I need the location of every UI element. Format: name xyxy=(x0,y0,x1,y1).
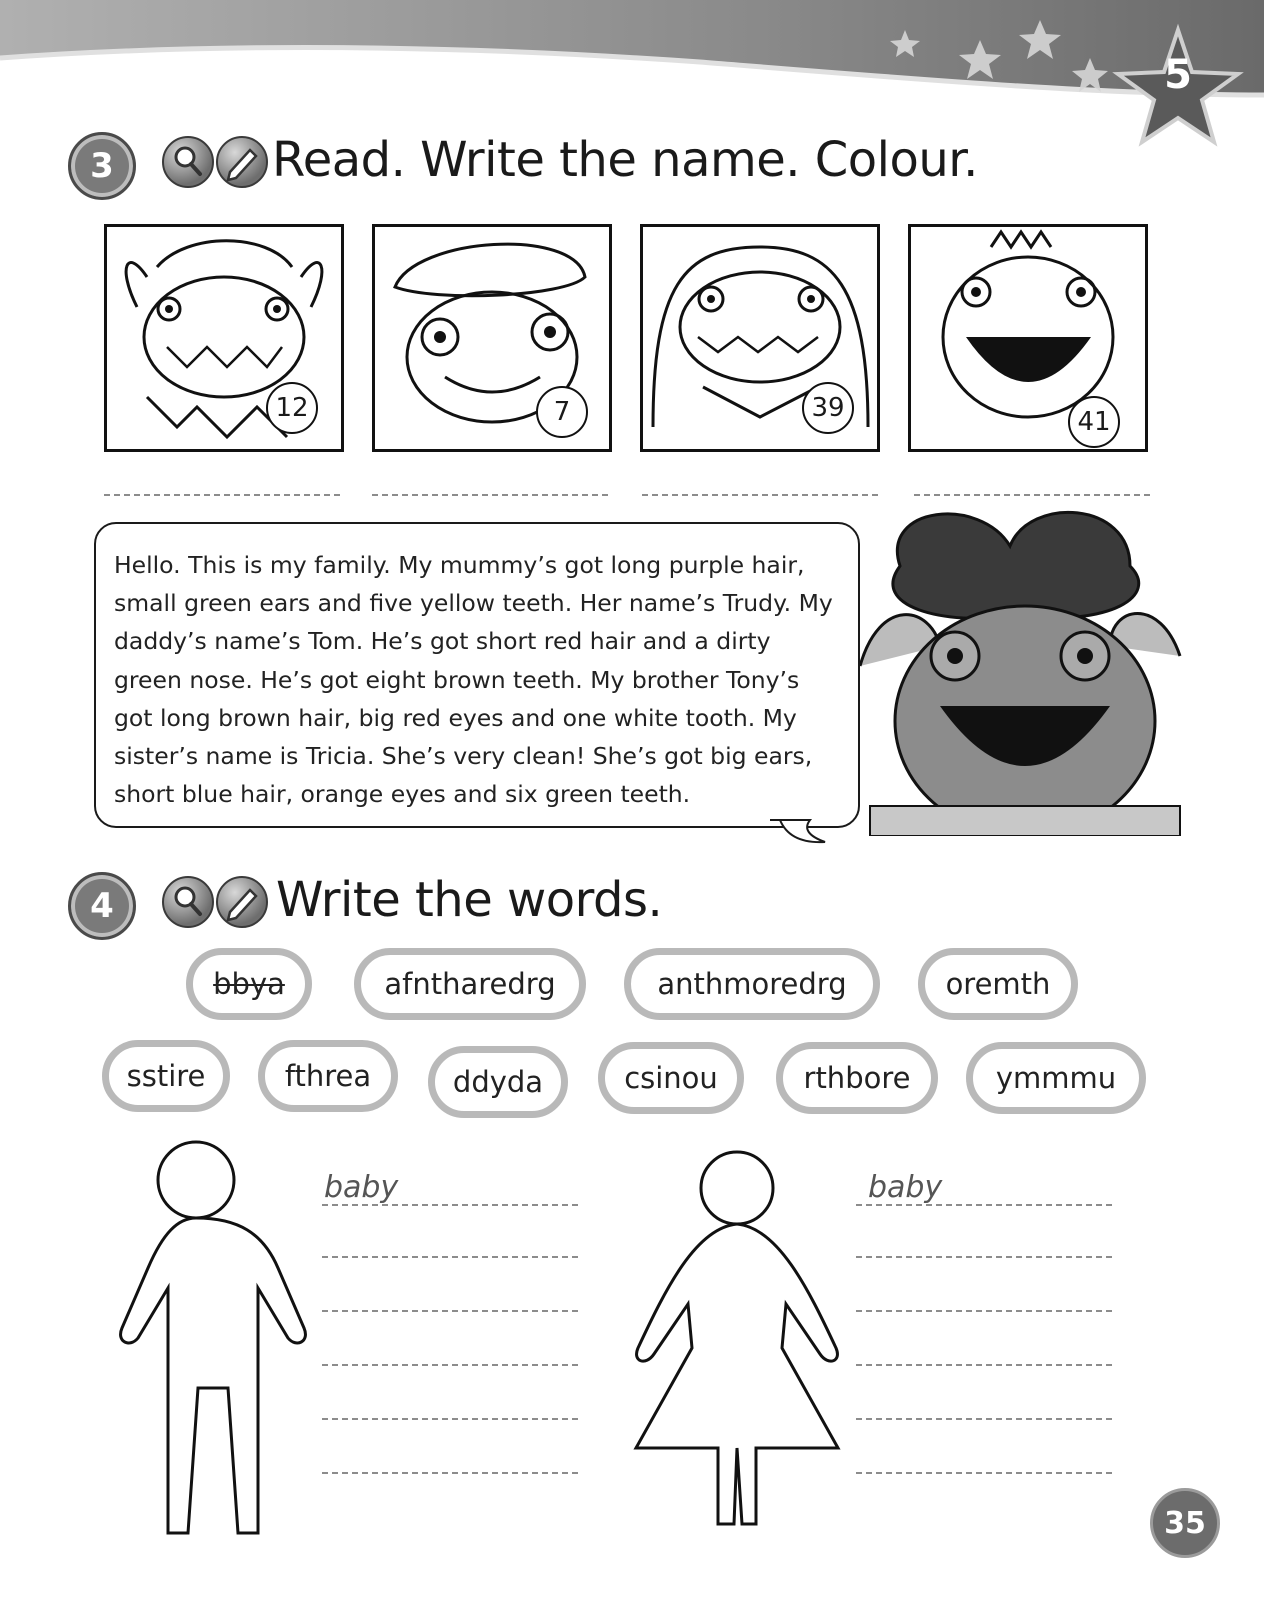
magnifier-icon xyxy=(162,876,214,928)
panel-number-badge: 39 xyxy=(802,382,854,434)
word-pill xyxy=(258,1040,398,1112)
scrambled-word: ddyda xyxy=(452,1065,544,1099)
name-answer-line[interactable] xyxy=(914,494,1150,496)
scrambled-word: afntharedrg xyxy=(384,967,556,1001)
scrambled-word: oremth xyxy=(945,967,1051,1001)
family-description-text: Hello. This is my family. My mummy’s got long purple hair, small green ears and five yellow teeth. Her name’s Trudy. My daddy’s name’s Tom. He’s got short red hair and a dirty green nose. He’s got eight brown teeth. My brother Tony’s got long brown hair, big red eyes and one white tooth. My sister’s name is Tricia. She’s very clean! She’s got big ears, short blue hair, orange eyes and six green teeth. xyxy=(114,551,833,809)
word-answer-line[interactable] xyxy=(322,1204,578,1206)
example-answer: baby xyxy=(324,1170,399,1205)
scrambled-word: ymmmu xyxy=(995,1061,1117,1095)
scrambled-word: rthbore xyxy=(803,1061,911,1095)
word-pill xyxy=(966,1042,1146,1114)
scrambled-word: fthrea xyxy=(284,1059,372,1093)
word-pill xyxy=(598,1042,744,1114)
word-answer-line[interactable] xyxy=(856,1364,1112,1366)
name-answer-line[interactable] xyxy=(104,494,340,496)
scrambled-word: sstire xyxy=(126,1059,206,1093)
speaker-monster-illustration xyxy=(860,506,1190,836)
word-pill xyxy=(354,948,586,1020)
panel-number-badge: 41 xyxy=(1068,396,1120,448)
pencil-icon xyxy=(216,136,268,188)
male-figure-outline xyxy=(78,1138,308,1538)
word-pill xyxy=(102,1040,230,1112)
exercise-4-number: 4 xyxy=(68,872,136,940)
word-answer-line[interactable] xyxy=(322,1256,578,1258)
scrambled-word: csinou xyxy=(624,1061,718,1095)
magnifier-icon xyxy=(162,136,214,188)
word-pill xyxy=(776,1042,938,1114)
word-pill xyxy=(186,948,312,1020)
exercise-4-title: Write the words. xyxy=(276,872,663,928)
unit-number: 5 xyxy=(1164,52,1192,98)
word-answer-line[interactable] xyxy=(322,1472,578,1474)
name-answer-line[interactable] xyxy=(642,494,878,496)
word-answer-line[interactable] xyxy=(856,1204,1112,1206)
scrambled-word: bbya xyxy=(213,967,285,1001)
exercise-3-number: 3 xyxy=(68,132,136,200)
word-pill xyxy=(918,948,1078,1020)
word-answer-line[interactable] xyxy=(856,1418,1112,1420)
header-banner xyxy=(0,0,1264,150)
female-figure-outline xyxy=(626,1148,852,1528)
example-answer: baby xyxy=(868,1170,943,1205)
name-answer-line[interactable] xyxy=(372,494,608,496)
panel-number-badge: 7 xyxy=(536,386,588,438)
word-answer-line[interactable] xyxy=(856,1310,1112,1312)
word-pill xyxy=(428,1046,568,1118)
word-answer-line[interactable] xyxy=(856,1472,1112,1474)
panel-number-badge: 12 xyxy=(266,382,318,434)
scrambled-word: anthmoredrg xyxy=(657,967,847,1001)
word-answer-line[interactable] xyxy=(322,1310,578,1312)
word-answer-line[interactable] xyxy=(322,1418,578,1420)
word-answer-line[interactable] xyxy=(856,1256,1112,1258)
speech-bubble-tail xyxy=(770,818,830,848)
page-number: 35 xyxy=(1150,1488,1220,1558)
pencil-icon xyxy=(216,876,268,928)
word-pill xyxy=(624,948,880,1020)
exercise-3-title: Read. Write the name. Colour. xyxy=(272,132,978,188)
speech-bubble xyxy=(94,522,860,828)
word-answer-line[interactable] xyxy=(322,1364,578,1366)
